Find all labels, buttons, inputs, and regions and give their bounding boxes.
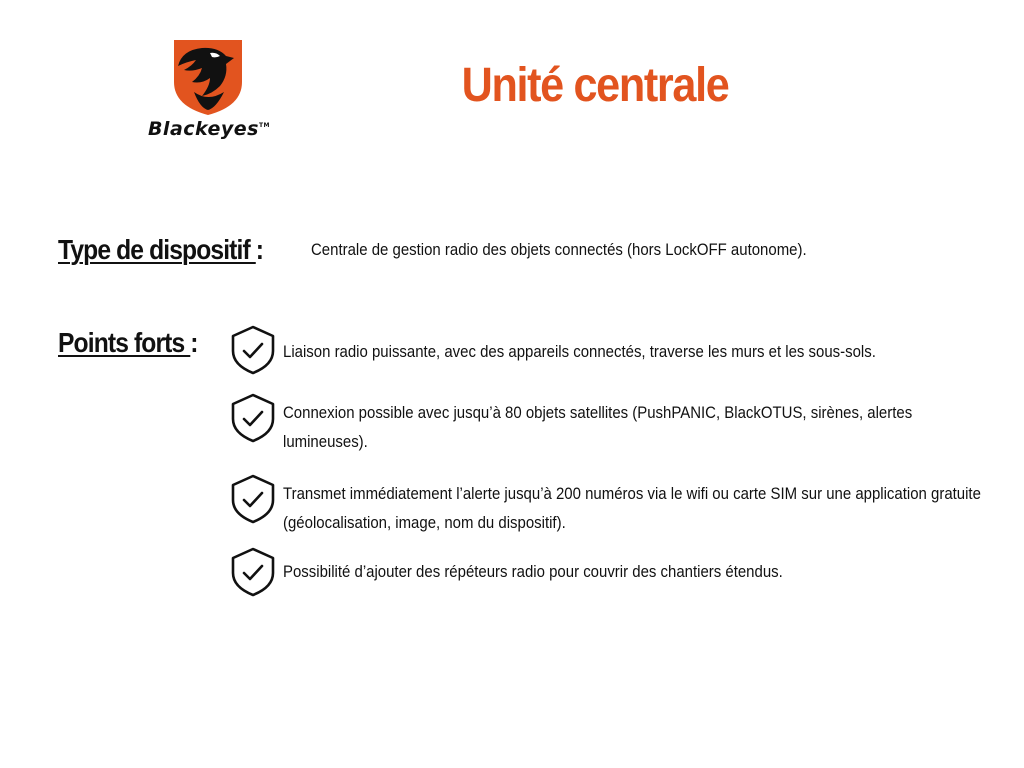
strength-item-text: Transmet immédiatement l’alerte jusqu’à 200 numéros via le wifi ou carte SIM sur une application gratuite (géolocalisation, image, nom du dispositif). xyxy=(283,484,981,532)
type-section-label-text: Type de dispositif xyxy=(58,234,256,265)
shield-check-icon xyxy=(230,324,276,376)
strength-item-text: Possibilité d’ajouter des répéteurs radio pour couvrir des chantiers étendus. xyxy=(283,562,783,581)
brand-logo xyxy=(134,36,284,146)
shield-check-icon xyxy=(230,392,276,444)
points-section-label-colon: : xyxy=(190,327,198,358)
points-section-label xyxy=(58,327,198,359)
strength-item-text: Connexion possible avec jusqu’à 80 objets satellites (PushPANIC, BlackOTUS, sirènes, alertes lumineuses). xyxy=(283,403,913,451)
type-section-value: Centrale de gestion radio des objets connectés (hors LockOFF autonome). xyxy=(311,240,807,259)
points-section-label-text: Points forts xyxy=(58,327,191,358)
logo-wordmark: Blackeyes™ xyxy=(147,118,271,140)
type-section-label-colon: : xyxy=(255,234,264,265)
eagle-shield-icon xyxy=(172,36,244,116)
shield-check-icon xyxy=(230,473,276,525)
type-section-label xyxy=(58,234,263,266)
strength-item-text: Liaison radio puissante, avec des appareils connectés, traverse les murs et les sous-sols. xyxy=(283,342,876,361)
page-title: Unité centrale xyxy=(461,59,729,112)
shield-check-icon xyxy=(230,546,276,598)
